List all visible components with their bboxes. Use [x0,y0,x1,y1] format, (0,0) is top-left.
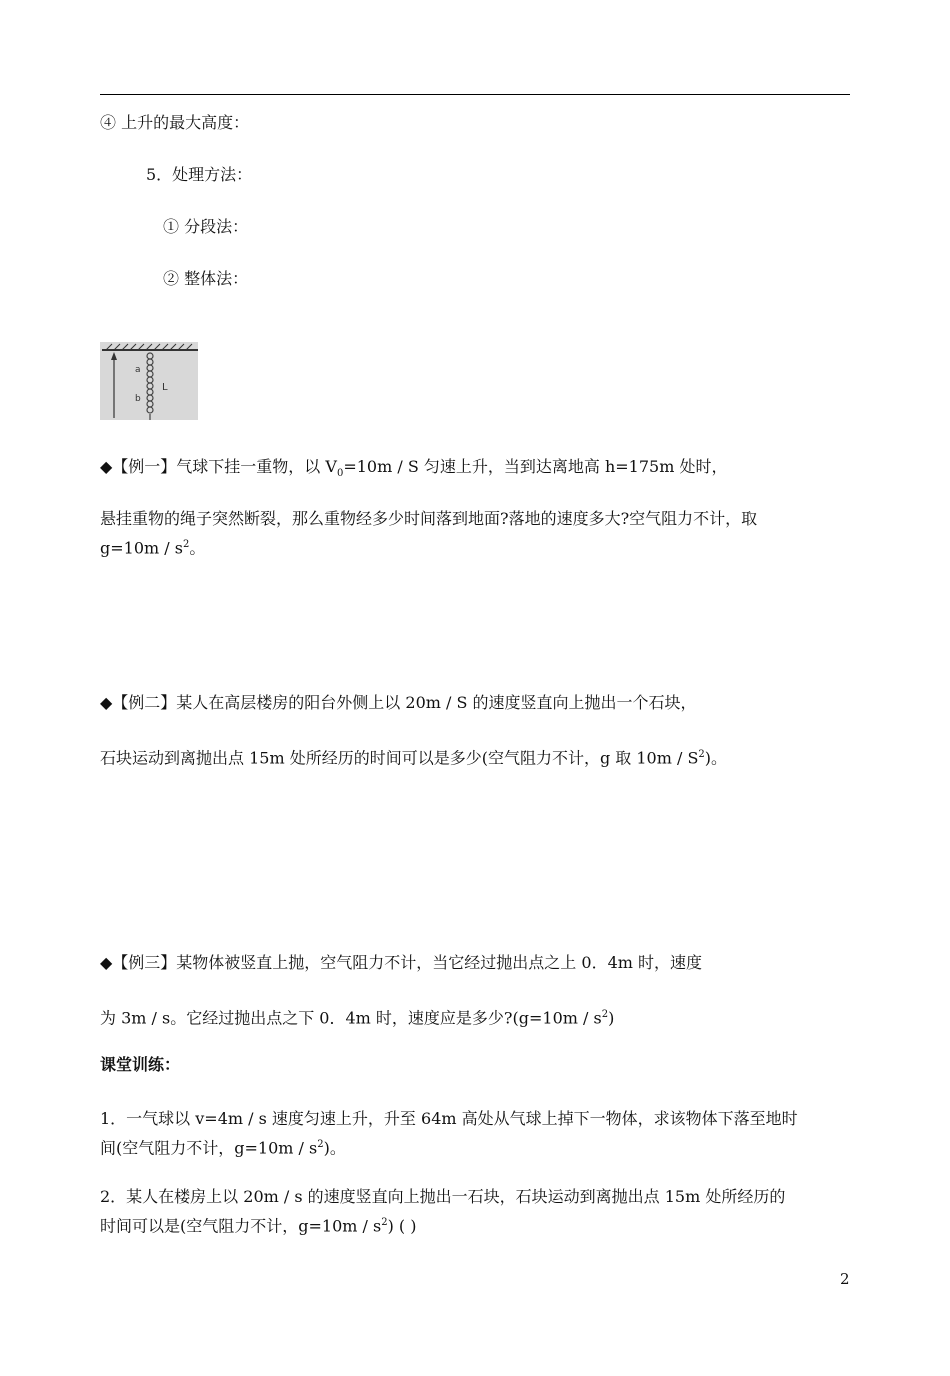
method1-text: ① 分段法： [163,217,249,236]
example1-line2: 悬挂重物的绳子突然断裂，那么重物经多少时间落到地面?落地的速度多大?空气阻力不计，取 [100,509,758,528]
q1-text-a: 间(空气阻力不计，g=10m / s [100,1138,318,1158]
q1-line1: 1．一气球以 v=4m / s 速度匀速上升，升至 64m 高处从气球上掉下一物体，求该物体下落至地时 [100,1109,798,1128]
step5-text: 5．处理方法： [146,165,253,184]
example2-line2 [100,744,727,769]
example1-text-b: =10m / S 匀速上升，当到达离地高 h=175m 处时， [343,457,728,476]
label-a: a [135,365,141,375]
example3-sup: 2 [601,1009,609,1020]
example3-text-a: 为 3m / s。它经过抛出点之下 0．4m 时，速度应是多少?(g=10m / s [100,1008,602,1028]
step4-text: ④ 上升的最大高度： [100,113,250,132]
chain-figure [100,342,198,420]
example2-text-a: 石块运动到离抛出点 15m 处所经历的时间可以是多少(空气阻力不计，g 取 10m / S [100,748,699,768]
example3-line1: ◆【例三】某物体被竖直上抛，空气阻力不计，当它经过抛出点之上 0．4m 时，速度 [100,953,703,972]
example3-line2 [100,1004,614,1029]
q1-sup: 2 [317,1139,324,1150]
example2-text-b: )。 [704,748,728,768]
example3-text-b: ) [608,1008,615,1028]
training-title: 课堂训练： [100,1055,181,1074]
q1-text-b: )。 [323,1138,346,1158]
header-rule [100,94,850,95]
q2-text-b: ) ( ) [387,1216,417,1236]
example2-line1: ◆【例二】某人在高层楼房的阳台外侧上以 20m / S 的速度竖直向上抛出一个石块， [100,693,697,712]
example1-sup: 2 [182,539,190,550]
example1-text-a: ◆【例一】气球下挂一重物，以 V [100,457,337,476]
example1-end: 。 [189,538,206,558]
example1-line1 [100,456,727,485]
q2-line1: 2．某人在楼房上以 20m / s 的速度竖直向上抛出一石块，石块运动到离抛出点 15m 处所经历的 [100,1187,786,1206]
example2-sup: 2 [698,749,705,760]
q1-line2 [100,1134,346,1159]
example1-sub: 0 [336,468,344,480]
q2-text-a: 时间可以是(空气阻力不计，g=10m / s [100,1216,382,1236]
page-number: 2 [840,1270,850,1288]
label-b: b [135,394,141,404]
method2-text: ② 整体法： [163,269,249,288]
example1-g-text: g=10m / s [100,538,183,558]
label-L: L [162,382,168,393]
example1-line3 [100,534,205,559]
chain-diagram [100,342,198,420]
q2-line2 [100,1212,416,1237]
q2-sup: 2 [381,1217,388,1228]
